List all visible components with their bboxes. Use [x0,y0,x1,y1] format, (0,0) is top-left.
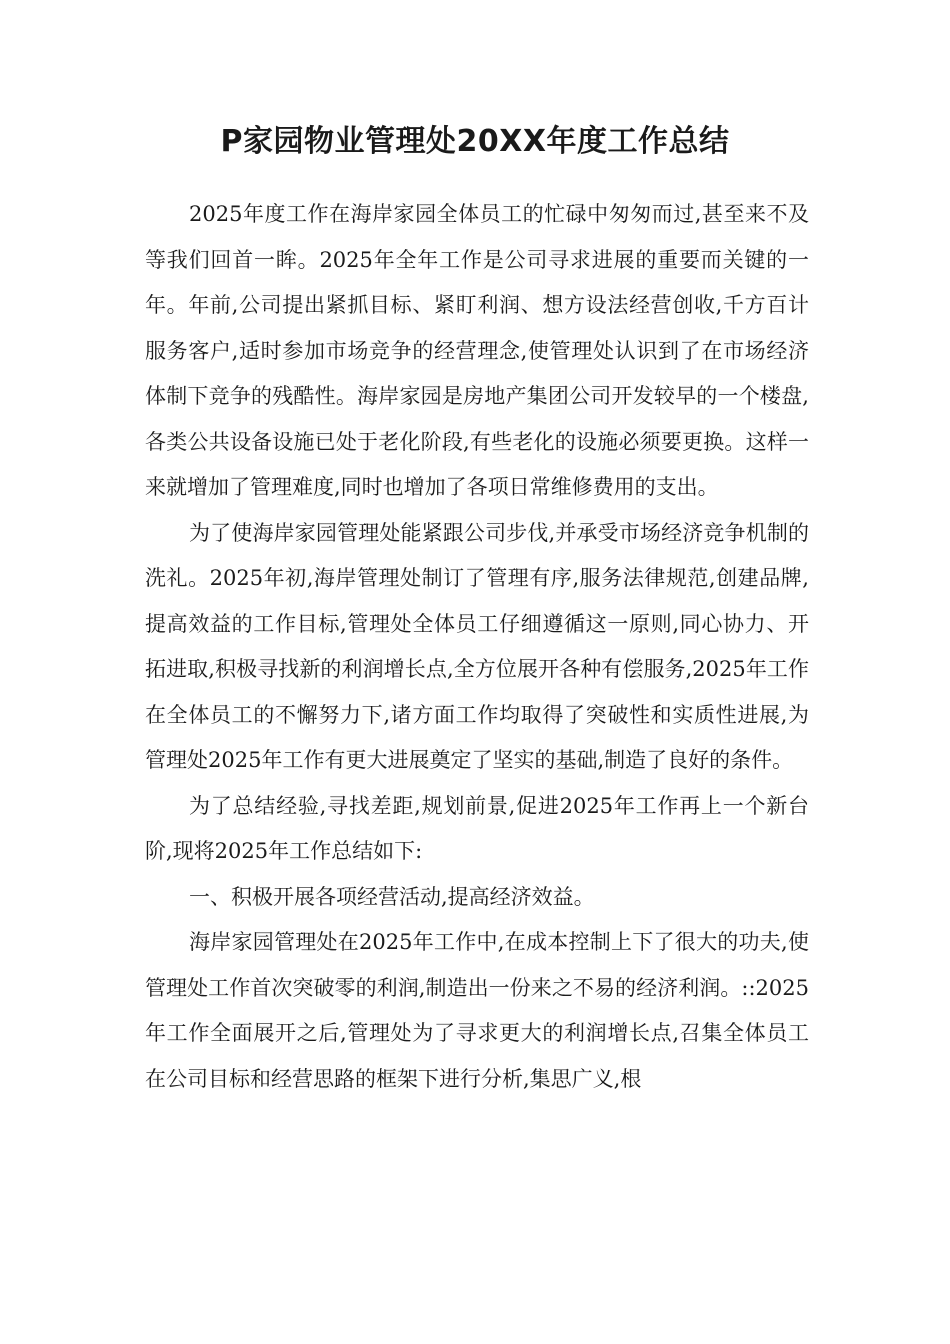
section-heading-1: 一、积极开展各项经营活动,提高经济效益。 [189,884,595,909]
document-title: P家园物业管理处20XX年度工作总结 [220,124,730,159]
paragraph-1: 2025年度工作在海岸家园全体员工的忙碌中匆匆而过,甚至来不及等我们回首一眸。2025年全年工作是公司寻求进展的重要而关键的一年。年前,公司提出紧抓目标、紧盯利润、想方设法经营创收,千方百计服务客户,适时参加市场竞争的经营理念,使管理处认识到了在市场经济体制下竞争的残酷性。海岸家园是房地产集团公司开发较早的一个楼盘,各类公共设备设施已处于老化阶段,有些老化的设施必须要更换。这样一来就增加了管理难度,同时也增加了各项日常维修费用的支出。 [145,202,809,499]
paragraph-2: 为了使海岸家园管理处能紧跟公司步伐,并承受市场经济竞争机制的洗礼。2025年初,海岸管理处制订了管理有序,服务法律规范,创建品牌,提高效益的工作目标,管理处全体员工仔细遵循这一原则,同心协力、开拓进取,积极寻找新的利润增长点,全方位展开各种有偿服务,2025年工作在全体员工的不懈努力下,诸方面工作均取得了突破性和实质性进展,为管理处2025年工作有更大进展奠定了坚实的基础,制造了良好的条件。 [145,520,809,772]
paragraph-5: 海岸家园管理处在2025年工作中,在成本控制上下了很大的功夫,使管理处工作首次突破零的利润,制造出一份来之不易的经济利润。::2025年工作全面展开之后,管理处为了寻求更大的利润增长点,召集全体员工在公司目标和经营思路的框架下进行分析,集思广义,根 [145,930,809,1091]
paragraph-3: 为了总结经验,寻找差距,规划前景,促进2025年工作再上一个新台阶,现将2025年工作总结如下: [145,793,809,863]
document-body [145,192,809,1102]
